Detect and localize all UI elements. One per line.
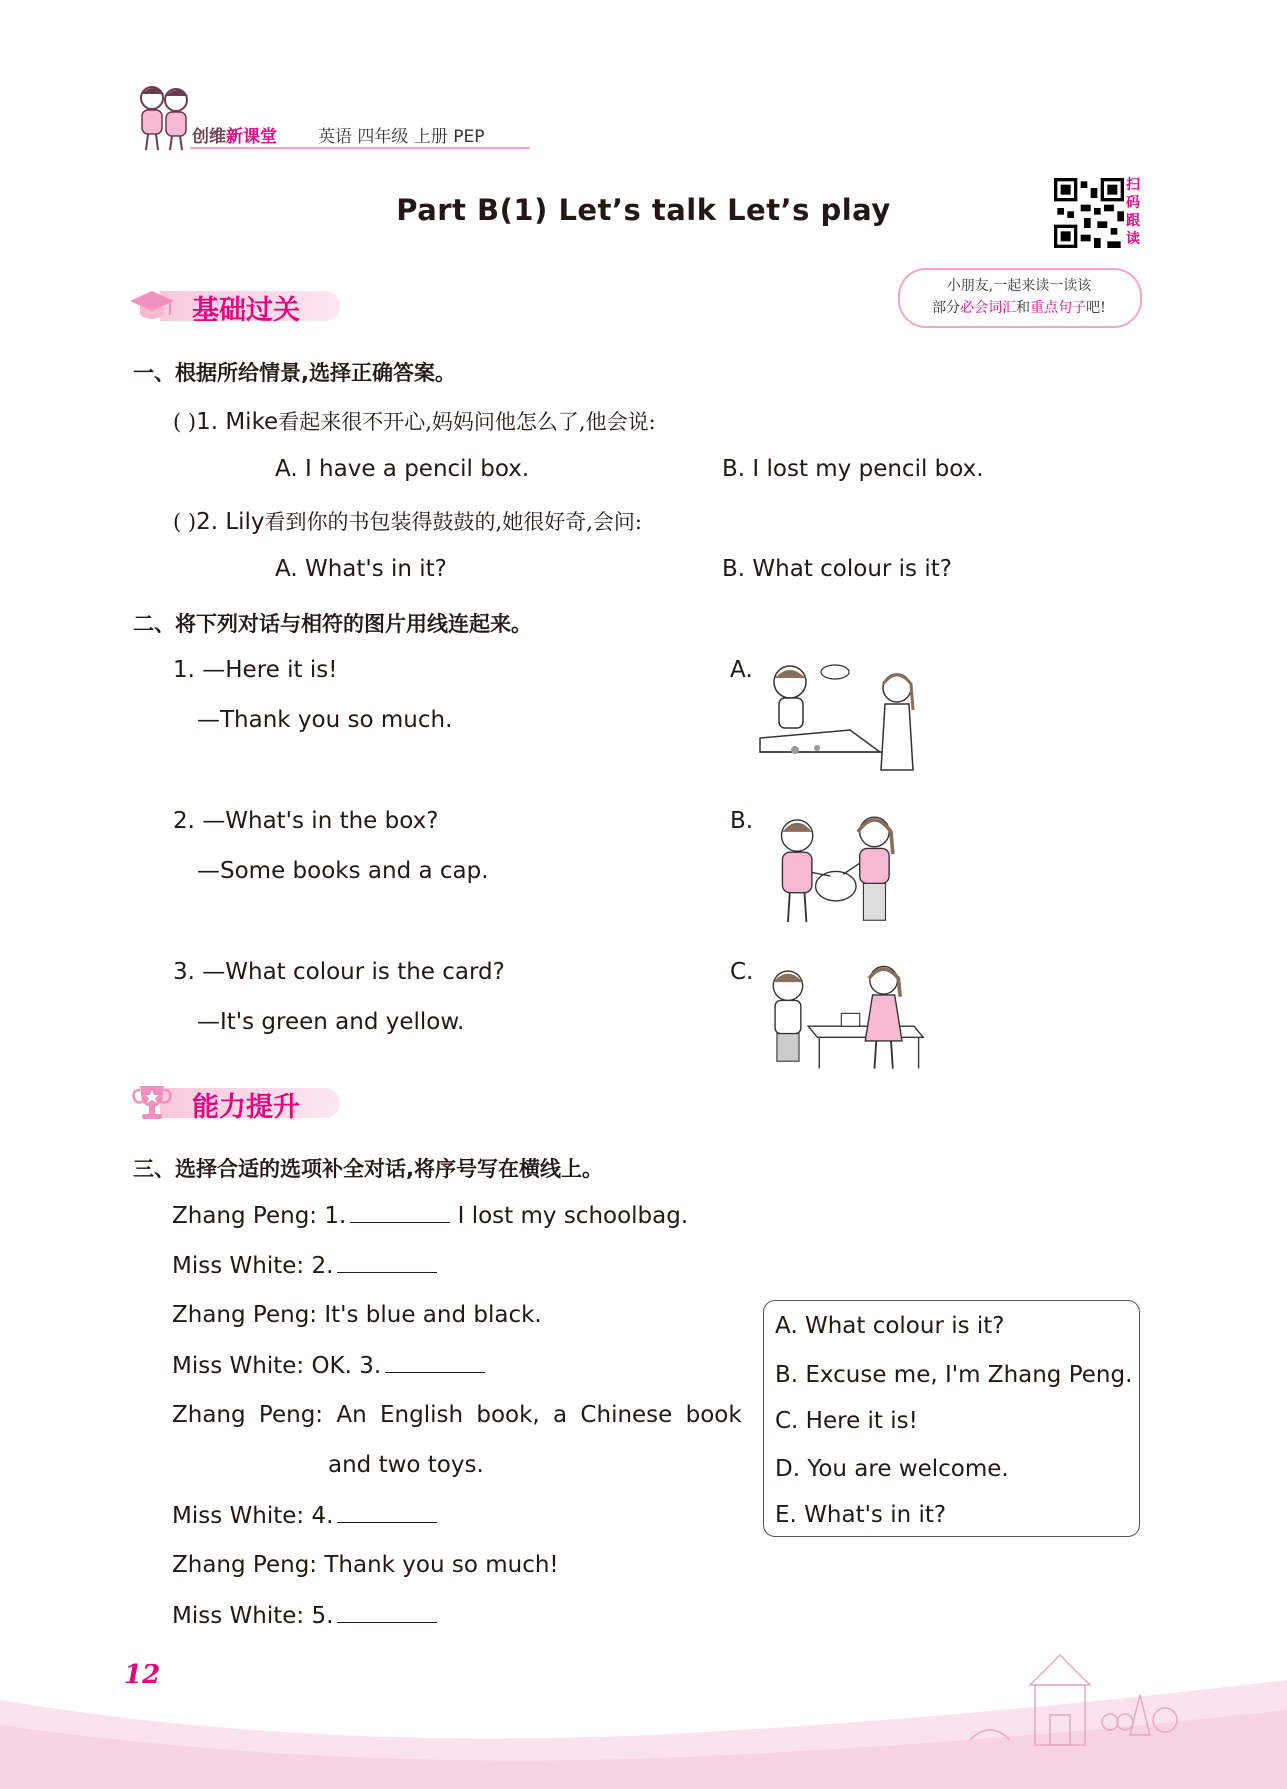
dialog-2-line-2: —Some books and a cap.	[197, 858, 489, 884]
trophy-icon	[130, 1082, 174, 1122]
line-prefix: OK. 3.	[311, 1353, 382, 1379]
q3-line-8	[172, 1552, 559, 1578]
line-prefix: 4.	[311, 1503, 334, 1529]
q3-line-1	[172, 1202, 688, 1229]
prompt-name: Lily	[225, 509, 265, 535]
q3-line-9	[172, 1602, 437, 1629]
picture-b-boy-girl-bag[interactable]	[755, 808, 935, 923]
q1-2-option-b: B. What colour is it?	[722, 556, 952, 582]
reading-tip-text	[904, 275, 1134, 319]
q3-line-5	[172, 1402, 742, 1428]
line-prefix: 5.	[311, 1603, 334, 1629]
answer-blank-4[interactable]	[337, 1502, 437, 1523]
answer-blank-2[interactable]	[337, 1252, 437, 1273]
q3-line-4	[172, 1352, 485, 1379]
header-book-info: 英语 四年级 上册 PEP	[318, 127, 485, 147]
tip-text-d: 重点句子	[1030, 300, 1087, 316]
line-text: I lost my schoolbag.	[457, 1203, 689, 1229]
header-brand	[192, 122, 277, 147]
q1-1-option-b: B. I lost my pencil box.	[722, 456, 984, 482]
speaker: Miss White:	[172, 1253, 305, 1279]
line-text: Thank you so much!	[324, 1552, 559, 1578]
footer-wave-decoration	[0, 1640, 1287, 1789]
dialog-2-line-1: 2. —What's in the box?	[173, 808, 439, 834]
line-text: An English book, a Chinese book	[336, 1402, 742, 1428]
q3-line-2	[172, 1252, 437, 1279]
q1-item-2	[173, 506, 642, 536]
answer-paren[interactable]: ( )	[173, 410, 197, 434]
section-basic-header	[130, 287, 360, 326]
tip-text-b: 必会词汇	[960, 300, 1017, 316]
option-a: A. What colour is it?	[775, 1313, 1005, 1339]
dialog-1-line-1: 1. —Here it is!	[173, 657, 338, 683]
tip-text-e: 吧!	[1086, 300, 1106, 316]
reading-tip-line1: 小朋友,一起来读一读该	[946, 278, 1092, 294]
dialog-3-line-1: 3. —What colour is the card?	[173, 959, 505, 985]
qr-label: 扫码跟读	[1126, 177, 1140, 247]
option-e: E. What's in it?	[775, 1502, 947, 1528]
option-d: D. You are welcome.	[775, 1456, 1009, 1482]
brand-suffix: 新课堂	[226, 127, 277, 147]
item-number: 1.	[196, 409, 219, 435]
answer-blank-5[interactable]	[337, 1602, 437, 1623]
option-b: B. Excuse me, I'm Zhang Peng.	[775, 1362, 1133, 1388]
brand-prefix: 创维	[192, 127, 226, 147]
speaker: Miss White:	[172, 1503, 305, 1529]
q1-item-1	[173, 406, 656, 436]
page-number: 12	[124, 1660, 161, 1690]
q1-2-option-a: A. What's in it?	[275, 556, 447, 582]
qr-code-icon[interactable]	[1054, 178, 1124, 248]
speaker: Zhang Peng:	[172, 1302, 318, 1328]
answer-paren[interactable]: ( )	[173, 510, 197, 534]
section-basic-title: 基础过关	[192, 295, 300, 326]
speaker: Zhang Peng:	[172, 1402, 324, 1428]
dialog-3-line-2: —It's green and yellow.	[197, 1009, 465, 1035]
section-advanced-header	[130, 1084, 360, 1123]
q2-heading: 二、将下列对话与相符的图片用线连起来。	[133, 612, 532, 636]
header-underline	[190, 146, 530, 150]
tip-text-a: 部分	[932, 300, 961, 316]
page-title: Part B(1) Let’s talk Let’s play	[396, 193, 891, 227]
line-prefix: 2.	[311, 1253, 334, 1279]
answer-blank-1[interactable]	[350, 1202, 450, 1223]
picture-label-a: A.	[730, 657, 753, 683]
line-prefix: 1.	[324, 1203, 347, 1229]
section-advanced-title: 能力提升	[192, 1092, 300, 1123]
tip-text-c: 和	[1016, 300, 1031, 316]
q3-line-6: and two toys.	[328, 1452, 484, 1478]
q3-heading: 三、选择合适的选项补全对话,将序号写在横线上。	[133, 1157, 603, 1181]
picture-label-c: C.	[730, 959, 754, 985]
picture-c-boy-girl-table[interactable]	[755, 960, 935, 1075]
q1-heading: 一、根据所给情景,选择正确答案。	[133, 361, 456, 385]
picture-label-b: B.	[730, 808, 754, 834]
option-c: C. Here it is!	[775, 1408, 918, 1434]
line-text: It's blue and black.	[324, 1302, 542, 1328]
prompt-name: Mike	[225, 409, 279, 435]
answer-blank-3[interactable]	[385, 1352, 485, 1373]
graduation-cap-icon	[130, 285, 174, 325]
q3-line-7	[172, 1502, 437, 1529]
dialog-1-line-2: —Thank you so much.	[197, 707, 453, 733]
picture-a-boy-table-girl[interactable]	[755, 660, 935, 775]
q1-1-option-a: A. I have a pencil box.	[275, 456, 530, 482]
speaker: Miss White:	[172, 1353, 305, 1379]
speaker: Zhang Peng:	[172, 1552, 318, 1578]
speaker: Miss White:	[172, 1603, 305, 1629]
reading-tip-line2	[904, 297, 1134, 319]
item-number: 2.	[196, 509, 219, 535]
prompt-text: 看到你的书包装得鼓鼓的,她很好奇,会问:	[264, 510, 642, 534]
prompt-text: 看起来很不开心,妈妈问他怎么了,他会说:	[278, 410, 656, 434]
speaker: Zhang Peng:	[172, 1203, 318, 1229]
q3-line-3	[172, 1302, 542, 1328]
